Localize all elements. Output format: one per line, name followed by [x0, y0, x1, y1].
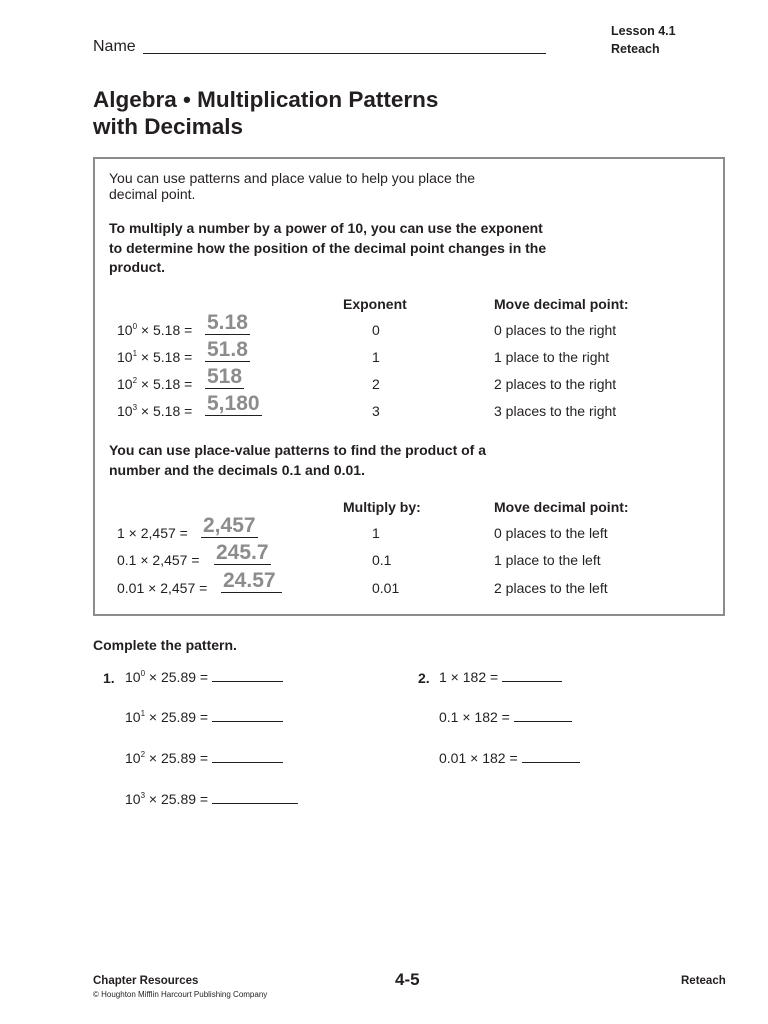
table2-answer: 245.7: [216, 541, 269, 564]
lesson-number: Lesson 4.1: [611, 24, 676, 38]
table2-move: 1 place to the left: [494, 552, 601, 568]
page-title: [93, 86, 438, 140]
name-label: Name: [93, 38, 136, 55]
table1-answer: 5.18: [207, 311, 248, 334]
table2-answer: 2,457: [203, 514, 256, 537]
answer-blank[interactable]: [212, 750, 283, 763]
problem-2-row: 0.1 × 182 =: [439, 709, 572, 725]
table1-move: 2 places to the right: [494, 376, 617, 392]
table2-expr: 0.01 × 2,457 =: [117, 580, 208, 596]
problem-2-row: 0.01 × 182 =: [439, 750, 580, 766]
rule-power-of-ten: To multiply a number by a power of 10, you can use the exponent to determine how the position of the decimal point changes in the product.: [109, 220, 547, 275]
footer-reteach: Reteach: [681, 975, 726, 987]
table1-expr: $10^2 \times 5.18$ =: [117, 376, 193, 392]
problem-2-row: 1 × 182 =: [439, 669, 562, 685]
table2-multiplier: 1: [372, 525, 380, 541]
table1-expr: $10^3 \times 5.18$ =: [117, 403, 193, 419]
problem-1-row: $10^3 \times 25.89$ =: [125, 791, 298, 807]
answer-blank[interactable]: [514, 709, 572, 722]
table1-exponent: 2: [372, 376, 380, 392]
answer-blank[interactable]: [212, 791, 298, 804]
answer-blank[interactable]: [502, 669, 562, 682]
table1-answer: 5,180: [207, 392, 260, 415]
table2-move: 0 places to the left: [494, 525, 608, 541]
problem-2-number: 2.: [418, 670, 430, 686]
answer-blank[interactable]: [522, 750, 580, 763]
table1-move: 3 places to the right: [494, 403, 617, 419]
table2-expr: 0.1 × 2,457 =: [117, 552, 200, 568]
problem-1-row: $10^1 \times 25.89$ =: [125, 709, 283, 725]
table1-exponent: 0: [372, 322, 380, 338]
practice-heading: Complete the pattern.: [93, 637, 237, 653]
page-number: 4-5: [395, 970, 420, 989]
table2-expr: 1 × 2,457 =: [117, 525, 188, 541]
problem-1-row: $10^0 \times 25.89$ =: [125, 669, 283, 685]
table1-expr: $10^0 \times 5.18$ =: [117, 322, 193, 338]
col-head-multiply: Multiply by:: [343, 499, 421, 515]
intro-text: You can use patterns and place value to help you place the decimal point.: [109, 170, 476, 202]
col-head-exponent: Exponent: [343, 296, 407, 312]
col-head-move-1: Move decimal point:: [494, 296, 629, 312]
lesson-type: Reteach: [611, 42, 660, 56]
rule-place-value: You can use place-value patterns to find the product of a number and the decimals 0.1 and 0.01.: [109, 442, 487, 478]
table1-answer: 518: [207, 365, 243, 388]
table1-answer: 51.8: [207, 338, 248, 361]
title-line-2: with Decimals: [93, 114, 244, 139]
footer-copyright: © Houghton Mifflin Harcourt Publishing Company: [93, 990, 268, 999]
col-head-move-2: Move decimal point:: [494, 499, 629, 515]
problem-1-number: 1.: [103, 670, 115, 686]
lesson-label: [611, 22, 676, 58]
table1-move: 1 place to the right: [494, 349, 610, 365]
problem-1-row: $10^2 \times 25.89$ =: [125, 750, 283, 766]
answer-blank[interactable]: [212, 669, 283, 682]
name-field-line[interactable]: [143, 53, 546, 54]
table1-move: 0 places to the right: [494, 322, 617, 338]
answer-blank[interactable]: [212, 709, 283, 722]
title-line-1: Algebra • Multiplication Patterns: [93, 87, 439, 112]
table2-move: 2 places to the left: [494, 580, 608, 596]
table1-exponent: 3: [372, 403, 380, 419]
table2-multiplier: 0.1: [372, 552, 392, 568]
table2-answer: 24.57: [221, 570, 282, 593]
table1-expr: $10^1 \times 5.18$ =: [117, 349, 193, 365]
footer-chapter-resources: Chapter Resources: [93, 975, 199, 987]
table1-exponent: 1: [372, 349, 380, 365]
table2-multiplier: 0.01: [372, 580, 400, 596]
